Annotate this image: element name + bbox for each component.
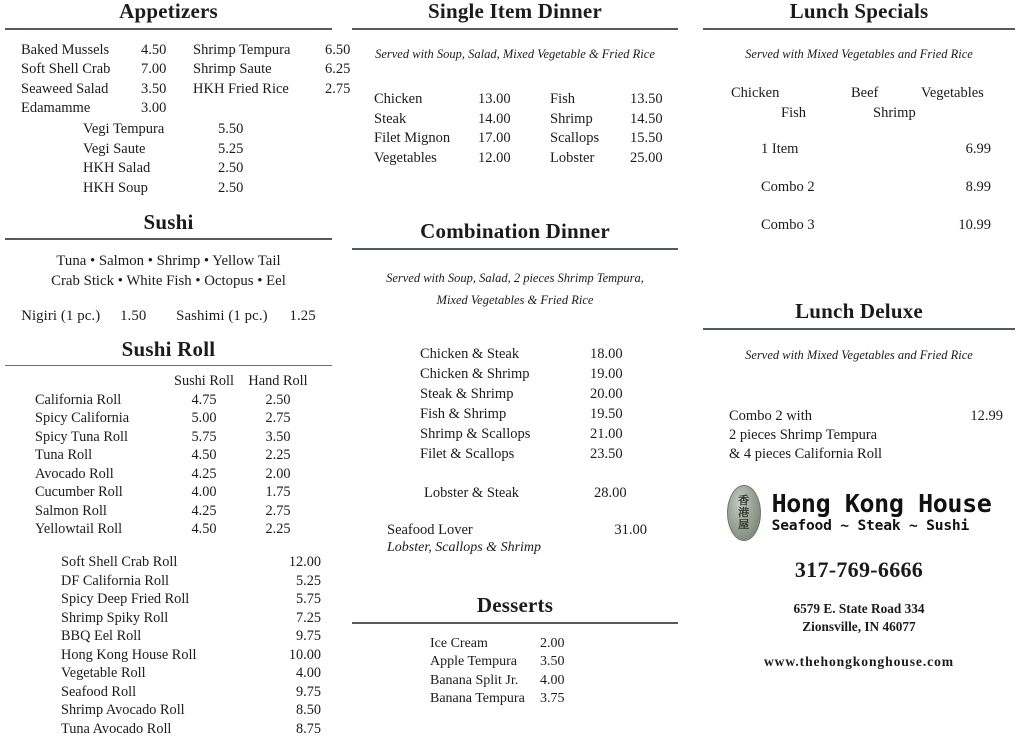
menu-item-price: 14.00: [478, 110, 511, 127]
nigiri-label: Nigiri (1 pc.): [21, 307, 101, 324]
menu-item-price: 7.00: [141, 61, 167, 78]
desserts-table: [352, 636, 678, 708]
sushi-fish-line-1: Tuna • Salmon • Shrimp • Yellow Tail: [56, 253, 281, 270]
nigiri-sashimi-row: [5, 308, 332, 325]
menu-item-name: Cucumber Roll: [35, 484, 123, 501]
menu-item-name: DF California Roll: [61, 572, 170, 589]
section-title-single-item-dinner: Single Item Dinner: [428, 0, 602, 23]
served-note-lunch-deluxe: Served with Mixed Vegetables and Fried Rice: [745, 348, 973, 363]
menu-item-name: Yellowtail Roll: [35, 521, 123, 538]
divider-sushi: [5, 238, 332, 240]
menu-item-price-hand: 1.75: [265, 484, 291, 501]
menu-item-name: Chicken & Shrimp: [420, 366, 530, 383]
protein-choice-chicken: Chicken: [731, 85, 780, 102]
served-note-lunch-specials: Served with Mixed Vegetables and Fried Rice: [745, 46, 973, 61]
menu-item-name: Tuna Roll: [35, 447, 93, 464]
menu-item-price: 6.99: [965, 141, 991, 158]
menu-item-price: 9.75: [295, 628, 321, 645]
lunch-deluxe-line-3: & 4 pieces California Roll: [729, 446, 883, 463]
menu-item-name: [193, 100, 325, 117]
menu-item-name: Lobster & Steak: [424, 485, 520, 502]
menu-item-price: 25.00: [630, 149, 663, 166]
menu-item-price: 31.00: [614, 522, 647, 539]
menu-item-price-sushi: 4.75: [191, 391, 217, 408]
specialty-roll-list: [5, 554, 332, 738]
menu-item-name: Chicken: [374, 91, 423, 108]
seafood-lover-subtitle: Lobster, Scallops & Shrimp: [387, 540, 542, 556]
sushi-fish-line-2: Crab Stick • White Fish • Octopus • Eel: [51, 273, 286, 290]
menu-item-price-sushi: 5.00: [191, 410, 217, 427]
phone-number[interactable]: 317-769-6666: [794, 556, 924, 582]
menu-item-price: 23.50: [590, 446, 623, 463]
menu-item-price: 13.50: [630, 91, 663, 108]
menu-item-price-sushi: 4.50: [191, 521, 217, 538]
menu-item-price: 8.75: [295, 720, 321, 737]
menu-item-name: Ice Cream: [430, 635, 488, 651]
menu-item-price: 19.50: [590, 406, 623, 423]
menu-item-price: 17.00: [478, 130, 511, 147]
section-title-sushi-roll: Sushi Roll: [121, 336, 216, 361]
protein-choice-shrimp: Shrimp: [873, 105, 916, 122]
column-header-hand-roll: Hand Roll: [248, 373, 308, 390]
lunch-deluxe-line-2: 2 pieces Shrimp Tempura: [729, 427, 878, 444]
menu-item-price: 8.50: [295, 702, 321, 719]
combination-dinner-table: [352, 346, 678, 463]
menu-item-price: 21.00: [590, 426, 623, 443]
menu-item-price: 3.75: [540, 691, 565, 707]
menu-item-price: 14.50: [630, 110, 663, 127]
menu-item-name: Hong Kong House Roll: [61, 646, 197, 663]
menu-item-price: 2.50: [218, 179, 244, 196]
menu-item-price: 6.50: [325, 41, 351, 58]
menu-item-name: Scallops: [550, 130, 600, 147]
menu-item-name: Seaweed Salad: [21, 80, 109, 97]
served-note-combination-line-1: Served with Soup, Salad, 2 pieces Shrimp Tempura,: [386, 270, 644, 285]
menu-item-price: 5.25: [295, 572, 321, 589]
menu-item-name: Soft Shell Crab: [21, 61, 111, 78]
menu-item-name: HKH Soup: [83, 179, 148, 196]
served-note-combination-line-2: Mixed Vegetables & Fried Rice: [436, 293, 594, 308]
address-block: [703, 600, 1015, 637]
lunch-deluxe-price: 12.99: [970, 407, 1003, 424]
divider-lunch-deluxe: [703, 328, 1015, 330]
menu-item-price: 15.50: [630, 130, 663, 147]
menu-item-price: 28.00: [594, 485, 627, 502]
column-header-sushi-roll: Sushi Roll: [174, 373, 234, 390]
menu-item-name: Spicy California: [35, 410, 130, 427]
menu-item-name: Lobster: [550, 149, 595, 166]
menu-item-name: HKH Salad: [83, 160, 151, 177]
menu-item-name: Shrimp: [550, 110, 593, 127]
section-title-desserts: Desserts: [476, 593, 554, 618]
website-url[interactable]: www.thehongkonghouse.com: [763, 654, 955, 670]
brand-text-block: [771, 488, 992, 535]
restaurant-logo-block: [703, 485, 1015, 541]
sushi-fish-list: [5, 252, 332, 291]
menu-item-price-sushi: 4.00: [191, 484, 217, 501]
menu-item-name: Vegi Tempura: [83, 121, 165, 138]
address-line-2: Zionsville, IN 46077: [802, 619, 916, 635]
divider-sushi-roll: [5, 365, 332, 366]
menu-item-name: Steak & Shrimp: [420, 386, 514, 403]
menu-item-price: 2.50: [218, 160, 244, 177]
oval-logo-icon: [727, 485, 761, 541]
menu-item-price: 2.00: [540, 635, 565, 651]
column-header-blank: [35, 373, 165, 390]
lunch-specials-protein-choices: [703, 85, 1015, 131]
menu-item-price: 10.00: [288, 646, 321, 663]
menu-item-price: 4.00: [295, 665, 321, 682]
menu-item-price-hand: 2.75: [265, 410, 291, 427]
menu-item-price-hand: 3.50: [265, 428, 291, 445]
served-note-single-item-dinner: Served with Soup, Salad, Mixed Vegetable & Fried Rice: [375, 46, 655, 61]
menu-item-name: Baked Mussels: [21, 41, 110, 58]
menu-item-name: Vegi Saute: [83, 140, 146, 157]
section-title-appetizers: Appetizers: [119, 0, 218, 23]
menu-item-name: Filet & Scallops: [420, 446, 515, 463]
menu-item-name: Chicken & Steak: [420, 346, 520, 363]
protein-choice-vegetables: Vegetables: [921, 85, 984, 102]
menu-item-price: 8.99: [965, 179, 991, 196]
menu-item-price: 3.00: [141, 100, 167, 117]
divider-single-item-dinner: [352, 28, 678, 30]
protein-choice-fish: Fish: [781, 105, 806, 122]
menu-item-price: 7.25: [295, 609, 321, 626]
section-title-lunch-specials: Lunch Specials: [789, 0, 929, 23]
menu-item-price-hand: 2.25: [265, 521, 291, 538]
menu-item-price: 12.00: [288, 554, 321, 571]
menu-item-name: Vegetable Roll: [61, 665, 146, 682]
menu-item-name: Avocado Roll: [35, 465, 114, 482]
menu-item-name: Soft Shell Crab Roll: [61, 554, 178, 571]
menu-item-price-hand: 2.75: [265, 502, 291, 519]
menu-item-name: Edamamme: [21, 100, 91, 117]
menu-item-name: Combo 3: [761, 217, 815, 234]
lunch-deluxe-line-1: Combo 2 with: [729, 407, 812, 424]
menu-item-name: Steak: [374, 110, 407, 127]
menu-item-price-sushi: 4.25: [191, 502, 217, 519]
menu-item-name: Seafood Roll: [61, 683, 137, 700]
divider-desserts: [352, 622, 678, 624]
menu-item-price: 20.00: [590, 386, 623, 403]
menu-item-price: 5.50: [218, 121, 244, 138]
menu-item-name: Banana Split Jr.: [430, 672, 519, 688]
menu-item-name: 1 Item: [761, 141, 799, 158]
menu-item-name: Shrimp Spiky Roll: [61, 609, 169, 626]
address-line-1: 6579 E. State Road 334: [793, 600, 925, 616]
menu-item-price-hand: 2.50: [265, 391, 291, 408]
menu-item-price-hand: 2.00: [265, 465, 291, 482]
menu-item-name: California Roll: [35, 391, 122, 408]
menu-item-price: 3.50: [141, 80, 167, 97]
menu-item-name: Banana Tempura: [430, 691, 525, 707]
menu-item-price: 18.00: [590, 346, 623, 363]
menu-item-price-sushi: 4.50: [191, 447, 217, 464]
divider-appetizers: [5, 28, 332, 30]
menu-item-price: 2.75: [325, 80, 351, 97]
menu-item-price: 5.75: [295, 591, 321, 608]
menu-item-name: Vegetables: [374, 149, 437, 166]
menu-item-price: 19.00: [590, 366, 623, 383]
section-title-sushi: Sushi: [143, 209, 194, 234]
menu-item-name: Filet Mignon: [374, 130, 451, 147]
lunch-specials-table: [703, 141, 1015, 234]
logo-char-1: 香: [738, 494, 750, 508]
menu-item-price-sushi: 4.25: [191, 465, 217, 482]
menu-item-name: Shrimp Tempura: [193, 41, 291, 58]
logo-char-2: 港: [738, 506, 750, 520]
appetizers-center-list: [5, 121, 332, 197]
lunch-deluxe-description: [703, 407, 1015, 465]
divider-combination-dinner: [352, 248, 678, 250]
menu-item-price: 3.50: [540, 654, 565, 670]
lobster-steak-row: [352, 485, 678, 502]
menu-item-price: 4.00: [540, 672, 565, 688]
menu-column-left: [0, 0, 351, 737]
nigiri-price: 1.50: [120, 307, 147, 324]
protein-choice-beef: Beef: [851, 85, 879, 102]
logo-char-3: 屋: [738, 518, 750, 532]
menu-item-name: Spicy Deep Fried Roll: [61, 591, 190, 608]
menu-item-price-hand: 2.25: [265, 447, 291, 464]
sushi-roll-table: [5, 373, 332, 538]
single-item-dinner-table: [352, 91, 678, 167]
menu-item-name: Shrimp Avocado Roll: [61, 702, 185, 719]
menu-item-price: 10.99: [958, 217, 991, 234]
menu-item-name: Apple Tempura: [430, 654, 518, 670]
menu-item-name: Fish: [550, 91, 575, 108]
menu-item-price: 4.50: [141, 41, 167, 58]
menu-item-name: Combo 2: [761, 179, 815, 196]
section-title-lunch-deluxe: Lunch Deluxe: [795, 299, 923, 324]
menu-item-price: 9.75: [295, 683, 321, 700]
restaurant-name: Hong Kong House: [771, 488, 992, 518]
menu-item-price: 6.25: [325, 61, 351, 78]
divider-lunch-specials: [703, 28, 1015, 30]
menu-item-name: HKH Fried Rice: [193, 80, 289, 97]
appetizers-two-column-list: [5, 41, 351, 118]
restaurant-tagline: Seafood ~ Steak ~ Sushi: [771, 516, 970, 534]
sashimi-price: 1.25: [289, 307, 316, 324]
section-title-combination-dinner: Combination Dinner: [420, 218, 610, 243]
menu-item-name: Shrimp Saute: [193, 61, 272, 78]
menu-item-name: Tuna Avocado Roll: [61, 720, 172, 737]
menu-item-price: 13.00: [478, 91, 511, 108]
menu-item-price: 12.00: [478, 149, 511, 166]
sashimi-label: Sashimi (1 pc.): [176, 307, 268, 324]
seafood-lover-row: [352, 522, 678, 539]
menu-item-name: Fish & Shrimp: [420, 406, 507, 423]
menu-item-price-sushi: 5.75: [191, 428, 217, 445]
menu-item-name: Salmon Roll: [35, 502, 107, 519]
menu-item-name: Seafood Lover: [387, 522, 473, 539]
menu-item-name: Shrimp & Scallops: [420, 426, 531, 443]
menu-item-price: 5.25: [218, 140, 244, 157]
menu-item-name: BBQ Eel Roll: [61, 628, 142, 645]
menu-item-name: Spicy Tuna Roll: [35, 428, 128, 445]
menu-column-center: [340, 0, 690, 718]
menu-column-right: [690, 0, 1024, 718]
